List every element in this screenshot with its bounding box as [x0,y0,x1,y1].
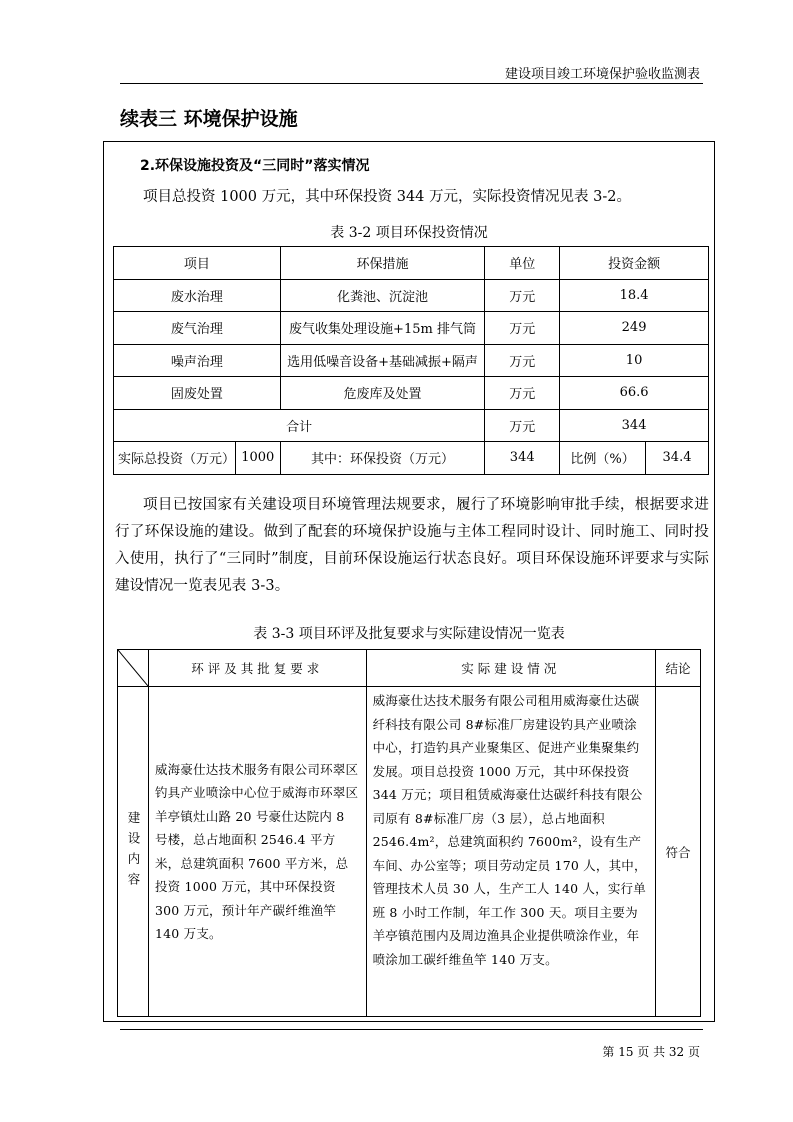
row-label: 建设内容 [125,810,141,893]
row-label-cell [118,687,149,1017]
table-cell: 万元 [485,409,560,442]
table-header-cell: 环保措施 [280,247,485,280]
table-header-cell: 结论 [656,650,701,687]
table1-caption: 表 3-2 项目环保投资情况 [330,225,488,241]
table-row [114,312,709,345]
table-cell: 比例（%） [560,442,646,475]
requirements-table [117,649,701,1017]
table-cell: 选用低噪音设备+基础减振+隔声 [280,344,485,377]
table-row [114,279,709,312]
table-row [114,344,709,377]
table-cell: 10 [560,344,709,377]
intro-paragraph: 项目总投资 1000 万元，其中环保投资 344 万元，实际投资情况见表 3-2。 [143,189,631,205]
table-cell: 废水治理 [114,279,281,312]
table-cell: 66.6 [560,377,709,410]
table-total-row [114,409,709,442]
table-header-cell: 环评及其批复要求 [148,650,366,687]
table-cell: 249 [560,312,709,345]
body-paragraph: 项目已按国家有关建设项目环境管理法规要求，履行了环境影响审批手续，根据要求进行了环保设施的建设。做到了配套的环境保护设施与主体工程同时设计、同时施工、同时投入使用，执行了“三同时”制度，目前环保设施运行状态良好。项目环保设施环评要求与实际建设情况一览表见表 3-3。 [115,497,709,594]
table-cell: 废气治理 [114,312,281,345]
table-cell: 废气收集处理设施+15m 排气筒 [280,312,485,345]
table-cell: 万元 [485,312,560,345]
table-cell: 实际总投资（万元） [114,442,236,475]
diagonal-line [118,650,148,686]
actual-cell: 威海豪仕达技术服务有限公司租用威海豪仕达碳纤科技有限公司 8#标准厂房建设钓具产业喷涂中心，打造钓具产业聚集区、促进产业集聚集约发展。项目总投资 1000 万元，其中环保投资 344 万元；项目租赁威海豪仕达碳纤科技有限公司原有 8#标准厂房（3 层），总占地面积 2546.4m²，总建筑面积约 7600m²，设有生产车间、办公室等；项目劳动定员 170 人，其中，管理技术人员 30 人，生产工人 140 人，实行单班 8 小时工作制，年工作 300 天。项目主要为羊亭镇范围内及周边渔具企业提供喷涂作业，年喷涂加工碳纤维鱼竿 140 万支。 [366,687,655,1017]
table-cell: 其中：环保投资（万元） [280,442,485,475]
page-number: 第 15 页 共 32 页 [602,1045,700,1059]
table-cell: 万元 [485,377,560,410]
table2-caption: 表 3-3 项目环评及批复要求与实际建设情况一览表 [253,626,565,642]
table-cell: 万元 [485,344,560,377]
header-divider [120,83,703,84]
table-cell: 万元 [485,279,560,312]
table-cell: 化粪池、沉淀池 [280,279,485,312]
table-cell: 18.4 [560,279,709,312]
document-header-title: 建设项目竣工环境保护验收监测表 [504,67,700,82]
table-row [118,687,701,1017]
table-header-cell: 实际建设情况 [366,650,655,687]
conclusion-cell: 符合 [656,687,701,1017]
table-cell: 344 [560,409,709,442]
subsection-title: 2.环保设施投资及“三同时”落实情况 [140,158,370,174]
table-header-cell: 投资金额 [560,247,709,280]
table-cell: 固废处置 [114,377,281,410]
table-cell: 噪声治理 [114,344,281,377]
diagonal-header-cell [118,650,149,687]
table-header-row [118,650,701,687]
section-title: 续表三 环境保护设施 [120,108,298,130]
footer-divider [120,1029,703,1030]
table-cell: 344 [485,442,560,475]
table-cell: 危废库及处置 [280,377,485,410]
table-summary-row [114,442,709,475]
table-header-row [114,247,709,280]
table-cell: 合计 [114,409,485,442]
table-row [114,377,709,410]
investment-table [113,246,709,475]
table-cell: 34.4 [646,442,709,475]
table-header-cell: 单位 [485,247,560,280]
table-cell: 1000 [235,442,280,475]
table-header-cell: 项目 [114,247,281,280]
requirement-cell: 威海豪仕达技术服务有限公司环翠区钓具产业喷涂中心位于威海市环翠区羊亭镇灶山路 20 号豪仕达院内 8 号楼，总占地面积 2546.4 平方米，总建筑面积 7600 平方米，总投资 1000 万元，其中环保投资 300 万元，预计年产碳纤维渔竿 140 万支。 [148,687,366,1017]
